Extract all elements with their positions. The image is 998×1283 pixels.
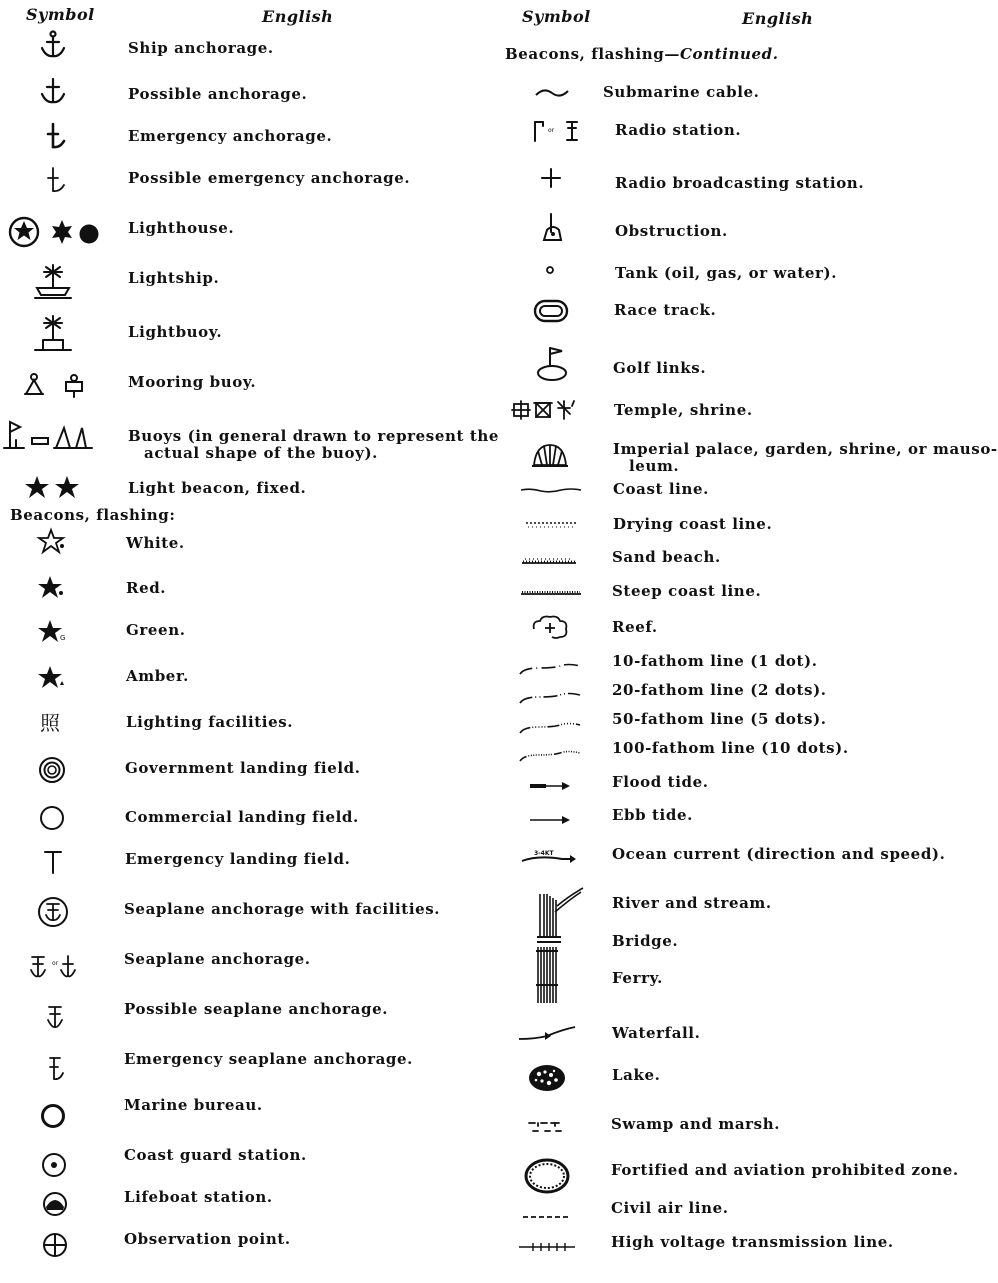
item-label: Reef. xyxy=(612,618,658,636)
right-item-26 xyxy=(611,1116,780,1133)
beacon-amber-icon xyxy=(2,657,102,697)
item-label: Emergency landing field. xyxy=(125,850,351,868)
item-label: Buoys (in general drawn to represent the xyxy=(128,427,500,445)
item-label: Golf links. xyxy=(613,359,707,377)
item-label: White. xyxy=(126,534,185,552)
item-label: Red. xyxy=(126,579,167,597)
emergency-landing-field-icon xyxy=(3,842,103,882)
item-label: Lifeboat station. xyxy=(124,1188,273,1206)
emergency-seaplane-anchorage-icon xyxy=(6,1049,106,1089)
mooring-buoy-icon xyxy=(4,366,104,406)
right-item-20 xyxy=(612,846,945,863)
ocean-current-icon xyxy=(498,836,598,876)
left-english-header: English xyxy=(262,7,334,26)
right-item-14 xyxy=(612,653,818,670)
item-label: Possible anchorage. xyxy=(128,85,308,103)
item-label: High voltage transmission line. xyxy=(611,1233,894,1251)
right-item-25 xyxy=(612,1067,660,1084)
right-item-11 xyxy=(612,549,721,566)
right-item-0 xyxy=(603,84,760,101)
right-item-8 xyxy=(613,441,998,475)
temple-shrine-icon xyxy=(500,390,600,430)
item-label: Seaplane anchorage. xyxy=(124,950,311,968)
right-item-5 xyxy=(614,302,716,319)
item-label: Amber. xyxy=(126,667,189,685)
left-item-18 xyxy=(124,901,440,918)
marine-bureau-icon xyxy=(3,1096,103,1136)
submarine-cable-icon xyxy=(502,73,602,113)
item-label: 20-fathom line (2 dots). xyxy=(612,681,827,699)
svg-text:or: or xyxy=(548,127,555,134)
left-item-9 xyxy=(128,480,306,497)
government-landing-field-icon xyxy=(2,750,102,790)
item-label: Ocean current (direction and speed). xyxy=(612,845,946,863)
possible-seaplane-anchorage-icon xyxy=(5,997,105,1037)
item-label: Civil air line. xyxy=(611,1199,729,1217)
radio-broadcasting-icon xyxy=(501,158,601,198)
observation-point-icon xyxy=(5,1225,105,1265)
item-label: Lightbuoy. xyxy=(128,323,223,341)
seaplane-anchorage-icon xyxy=(6,946,106,986)
ferry-icon xyxy=(518,943,578,1007)
ebb-tide-icon xyxy=(500,800,600,840)
item-label: Lake. xyxy=(612,1066,661,1084)
left-item-16 xyxy=(125,809,359,826)
right-item-19 xyxy=(612,807,693,824)
continued-heading-main: Beacons, flashing xyxy=(505,45,665,63)
item-label: 10-fathom line (1 dot). xyxy=(612,652,818,670)
item-label: Tank (oil, gas, or water). xyxy=(615,264,838,282)
left-item-22 xyxy=(124,1097,263,1114)
steep-coast-line-icon xyxy=(501,573,601,613)
prohibited-zone-icon xyxy=(497,1156,597,1196)
svg-text:or: or xyxy=(52,960,59,967)
tank-icon xyxy=(500,250,600,290)
lightship-icon xyxy=(3,262,103,302)
item-label: Steep coast line. xyxy=(612,582,762,600)
beacon-green-icon xyxy=(2,611,102,651)
item-label: Bridge. xyxy=(612,932,679,950)
left-item-7 xyxy=(128,374,256,391)
golf-links-icon xyxy=(502,344,602,384)
left-item-10 xyxy=(126,535,185,552)
lake-icon xyxy=(497,1058,597,1098)
item-label: Submarine cable. xyxy=(603,83,760,101)
high-voltage-line-icon xyxy=(497,1227,597,1267)
item-label: Sand beach. xyxy=(612,548,721,566)
left-item-8 xyxy=(128,428,499,462)
left-item-14 xyxy=(126,714,293,731)
left-symbol-header: Symbol xyxy=(26,5,95,24)
lightbuoy-icon xyxy=(3,314,103,354)
possible-emergency-anchor-icon xyxy=(6,160,106,200)
continued-heading-suffix: —Continued. xyxy=(664,45,779,63)
item-label: Drying coast line. xyxy=(613,515,773,533)
race-track-icon xyxy=(501,291,601,331)
item-label: Lighting facilities. xyxy=(126,713,294,731)
emergency-anchor-icon xyxy=(6,116,106,156)
item-label: Coast guard station. xyxy=(124,1146,307,1164)
left-item-21 xyxy=(124,1051,413,1068)
right-item-9 xyxy=(613,481,709,498)
item-label: Ferry. xyxy=(612,969,663,987)
item-label: Radio station. xyxy=(615,121,742,139)
right-item-2 xyxy=(615,175,864,192)
item-label: River and stream. xyxy=(612,894,772,912)
item-label: Lightship. xyxy=(128,269,220,287)
item-label: Marine bureau. xyxy=(124,1096,263,1114)
left-item-24 xyxy=(124,1189,273,1206)
item-label: Waterfall. xyxy=(612,1024,701,1042)
left-item-0 xyxy=(128,40,274,57)
obstruction-icon xyxy=(503,208,603,248)
reef-icon xyxy=(500,609,600,649)
item-label: Emergency anchorage. xyxy=(128,127,333,145)
right-item-23 xyxy=(612,970,663,987)
right-item-7 xyxy=(614,402,753,419)
item-label: Possible emergency anchorage. xyxy=(128,169,411,187)
item-label: Fortified and aviation prohibited zone. xyxy=(611,1161,959,1179)
right-continued-heading xyxy=(505,45,779,63)
lighting-facilities-glyph: 照 xyxy=(40,711,60,735)
item-label: Light beacon, fixed. xyxy=(128,479,307,497)
left-item-13 xyxy=(126,668,189,685)
commercial-landing-field-icon xyxy=(2,798,102,838)
item-label: Obstruction. xyxy=(615,222,728,240)
item-label: Race track. xyxy=(614,301,717,319)
lighting-facilities-icon xyxy=(0,703,100,743)
right-item-18 xyxy=(612,774,709,791)
right-symbol-header: Symbol xyxy=(522,7,591,26)
right-item-29 xyxy=(611,1234,894,1251)
right-item-4 xyxy=(615,265,837,282)
left-item-4 xyxy=(128,220,234,237)
buoys-icon xyxy=(0,416,120,456)
left-item-2 xyxy=(128,128,332,145)
right-item-10 xyxy=(613,516,772,533)
left-item-1 xyxy=(128,86,307,103)
left-item-6 xyxy=(128,324,222,341)
svg-text:G: G xyxy=(60,634,66,642)
right-item-3 xyxy=(615,223,728,240)
waterfall-icon xyxy=(497,1014,597,1054)
item-label: Commercial landing field. xyxy=(125,808,359,826)
item-label: Temple, shrine. xyxy=(614,401,753,419)
left-item-11 xyxy=(126,580,166,597)
lifeboat-station-icon xyxy=(5,1184,105,1224)
left-item-25 xyxy=(124,1231,291,1248)
item-label: Government landing field. xyxy=(125,759,361,777)
right-item-15 xyxy=(612,682,827,699)
ocean-current-speed: 3-4KT xyxy=(534,850,554,857)
anchor-icon xyxy=(3,25,103,65)
item-label: Swamp and marsh. xyxy=(611,1115,781,1133)
item-label: Radio broadcasting station. xyxy=(615,174,865,192)
item-label: Mooring buoy. xyxy=(128,373,257,391)
item-label: Seaplane anchorage with facilities. xyxy=(124,900,441,918)
lighthouse-icon xyxy=(4,212,104,252)
right-item-16 xyxy=(612,711,827,728)
left-item-20 xyxy=(124,1001,388,1018)
item-label: Ship anchorage. xyxy=(128,39,274,57)
left-item-12 xyxy=(126,622,186,639)
right-item-24 xyxy=(612,1025,700,1042)
item-label: Coast line. xyxy=(613,480,709,498)
beacon-white-icon xyxy=(3,521,103,561)
right-item-12 xyxy=(612,583,761,600)
item-label: Imperial palace, garden, shrine, or mauso- xyxy=(613,440,998,458)
left-item-5 xyxy=(128,270,219,287)
item-label: Emergency seaplane anchorage. xyxy=(124,1050,413,1068)
left-item-23 xyxy=(124,1147,307,1164)
item-label: Flood tide. xyxy=(612,773,709,791)
item-label: Lighthouse. xyxy=(128,219,235,237)
left-item-3 xyxy=(128,170,410,187)
drying-coast-line-icon xyxy=(502,504,602,544)
left-item-17 xyxy=(125,851,350,868)
right-item-13 xyxy=(612,619,658,636)
right-item-6 xyxy=(613,360,706,377)
coast-guard-station-icon xyxy=(4,1145,104,1185)
left-item-15 xyxy=(125,760,361,777)
right-item-17 xyxy=(612,740,849,757)
item-label: Ebb tide. xyxy=(612,806,693,824)
item-label-continued: actual shape of the buoy). xyxy=(144,444,378,462)
beacons-flashing-heading: Beacons, flashing: xyxy=(10,506,176,524)
left-item-19 xyxy=(124,951,311,968)
light-beacon-fixed-icon xyxy=(2,467,102,507)
right-english-header: English xyxy=(742,9,814,28)
right-item-22 xyxy=(612,933,678,950)
seaplane-anchorage-facilities-icon xyxy=(3,892,103,932)
beacon-red-icon xyxy=(2,567,102,607)
swamp-marsh-icon xyxy=(497,1107,597,1147)
radio-station-icon xyxy=(505,111,605,151)
right-item-21 xyxy=(612,895,772,912)
right-item-27 xyxy=(611,1162,959,1179)
item-label-continued: leum. xyxy=(629,457,680,475)
right-item-1 xyxy=(615,122,741,139)
item-label: 50-fathom line (5 dots). xyxy=(612,710,827,728)
item-label: Observation point. xyxy=(124,1230,291,1248)
possible-anchor-icon xyxy=(3,71,103,111)
right-item-28 xyxy=(611,1200,729,1217)
item-label: Green. xyxy=(126,621,186,639)
item-label: Possible seaplane anchorage. xyxy=(124,1000,389,1018)
item-label: 100-fathom line (10 dots). xyxy=(612,739,849,757)
